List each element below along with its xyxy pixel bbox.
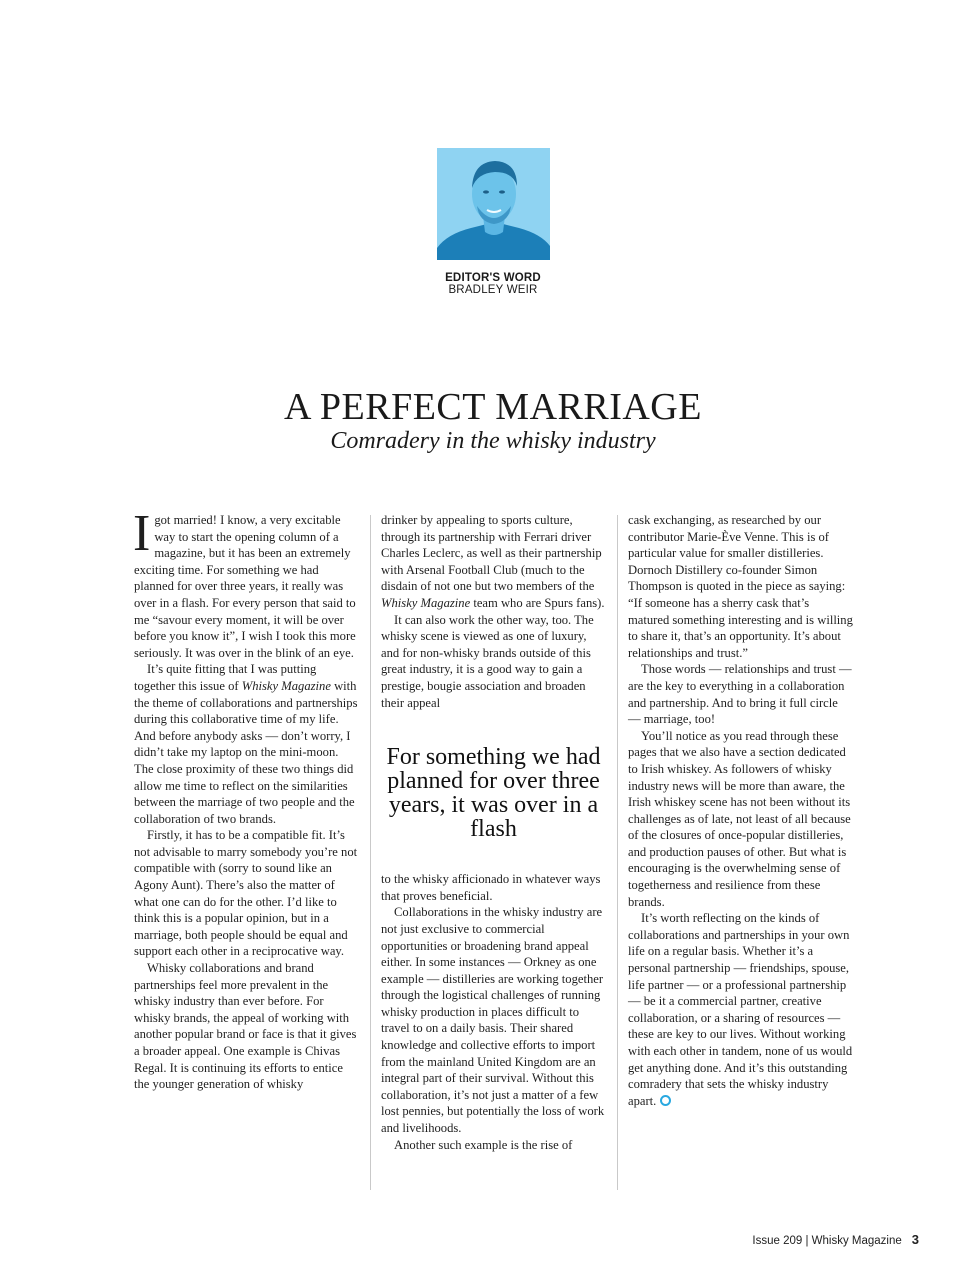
paragraph: It’s worth reflecting on the kinds of collaborations and partnerships in your own life on a regular basis. Whether it’s a personal partnership — friendships, spouse, life partner — or a professional partnership — be it a commercial partner, creative collaboration, or a sharing of resources — these are key to our lives. Without working with each other in tandem, none of us would get anything done. And it’s this outstanding comradery that sets the whisky industry apart. [628,911,853,1108]
author-name: BRADLEY WEIR [448,284,538,296]
pull-quote: For something we had planned for over three years, it was over in a flash [386,744,601,843]
paragraph: Collaborations in the whisky industry are not just exclusive to commercial opportunities or broadening brand appeal either. In some instances — Orkney as one example — distilleries are working together through the logistical challenges of running whisky production in places difficult to travel to on a daily basis. Their shared knowledge and collective efforts to import from the mainland United Kingdom are an integral part of their survival. Without this collaboration, it’s not just a matter of a few lost pennies, but potentially the loss of work and livelihoods. [381,905,605,1136]
paragraph: drinker by appealing to sports culture, through its partnership with Ferrari driver Charles Leclerc, as well as their partnership with Arsenal Football Club (much to the disdain of not one but two members of the Whisky Magazine team who are Spurs fans). [381,513,605,610]
publication-title: Whisky Magazine [381,595,471,610]
headline: A PERFECT MARRIAGE [284,386,702,428]
page-number: 3 [911,1232,919,1247]
paragraph: It can also work the other way, too. The whisky scene is viewed as one of luxury, and for non-whisky brands outside of this great industry, it is a good way to gain a prestige, bougie association and broaden their appeal [381,612,594,710]
paragraph: Another such example is the rise of [394,1137,573,1152]
article-column-1 [133,505,360,1093]
page-footer [752,1232,919,1247]
paragraph: Firstly, it has to be a compatible fit. It’s not advisable to marry somebody you’re not compatible with (sorry to sound like an Agony Aunt). There’s also the matter of what one can do for the other. I’d like to think this is a popular opinion, but in a marriage, both people should be equal and support each other in a reciprocative way. [134,828,358,959]
portrait-illustration [437,148,550,260]
article-column-2 [381,512,606,1153]
paragraph: It’s quite fitting that I was putting together this issue of Whisky Magazine with the theme of collaborations and partnerships during this collaborative time of my life. And before anybody asks — don’t worry, I didn’t take my laptop on the mini-moon. The close proximity of these two things did allow me time to reflect on the similarities between the marriage of two people and the collaboration of two brands. [134,662,358,826]
paragraph: Igot married! I know, a very excitable way to start the opening column of a magazine, but it has been an extremely exciting time. For something we had planned for over three years, it really was over in a flash. For every person that said to me “savour every moment, it will be over before you know it”, I wish I took this more seriously. It was over in the blink of an eye. [133,505,356,660]
publication-title: Whisky Magazine [241,678,331,693]
column-divider [370,515,371,1190]
paragraph: Those words — relationships and trust — are the key to everything in a collaboration and partnership. And to bring it full circle — marriage, too! [628,662,852,727]
paragraph: cask exchanging, as researched by our contributor Marie-Ève Venne. This is of particular value for smaller distilleries. Dornoch Distillery co-founder Simon Thompson is quoted in the piece as saying: “If someone has a sherry cask that’s matured something interesting and is willing to share it, that’s an opportunity. It’s about relationships and trust.” [628,513,853,660]
issue-text: Issue 209 | Whisky Magazine [752,1235,902,1247]
paragraph: Whisky collaborations and brand partnerships feel more prevalent in the whisky industry than ever before. For whisky brands, the appeal of working with another popular brand or face is that it gives a broader appeal. One example is Chivas Regal. It is continuing its efforts to entice the younger generation of whisky [134,961,357,1092]
standfirst: Comradery in the whisky industry [330,428,656,454]
drop-cap: I [133,505,151,562]
author-portrait [437,148,550,260]
column-label: EDITOR'S WORD [445,272,541,284]
end-mark-icon [660,1095,671,1106]
column-divider [617,515,618,1190]
article-column-3 [628,512,853,1109]
paragraph: You’ll notice as you read through these pages that we also have a section dedicated to Irish whiskey. As followers of whisky industry news will be more than aware, the Irish whiskey scene has not been without its challenges as of late, not least of all because of the closures of once-popular distilleries, and production pauses of other. But what is encouraging is the overwhelming sense of togetherness and resilience from these brands. [628,728,851,909]
paragraph: to the whisky afficionado in whatever ways that proves beneficial. [381,872,601,903]
